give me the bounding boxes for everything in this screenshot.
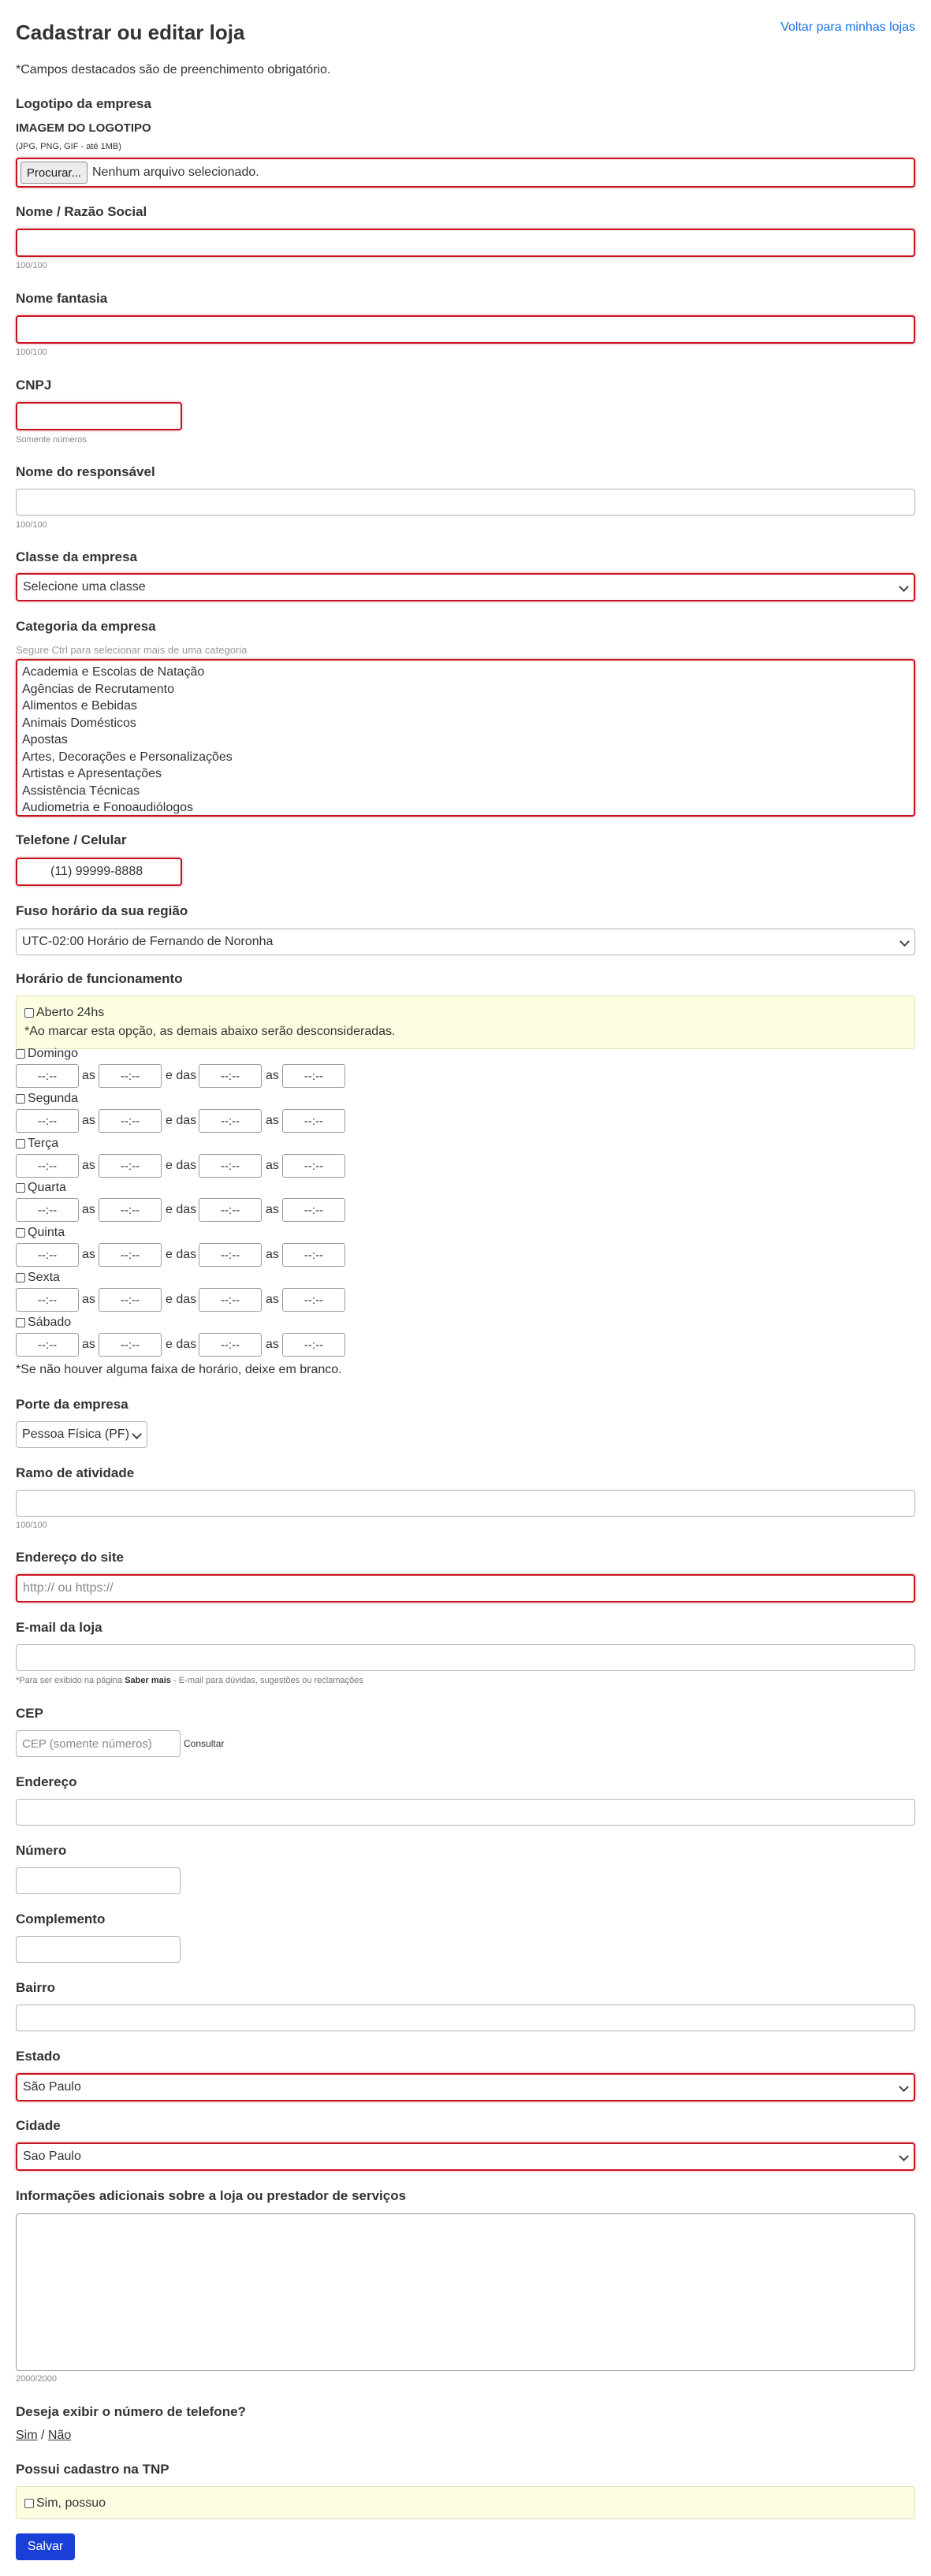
aberto-24h-checkbox[interactable] <box>24 1008 34 1018</box>
estado-select[interactable] <box>16 2073 915 2101</box>
exibir-telefone-nao-link[interactable]: Não <box>47 2429 72 2442</box>
cep-input[interactable] <box>16 1730 181 1757</box>
responsavel-label: Nome do responsável <box>16 464 155 479</box>
separator-e-das: e das <box>166 1248 197 1261</box>
separator-e-das: e das <box>166 1069 197 1082</box>
day-label: Sexta <box>28 1271 60 1284</box>
email-input[interactable] <box>16 1644 915 1671</box>
tnp-option-label: Sim, possuo <box>36 2496 106 2510</box>
time-input[interactable]: --:-- <box>282 1198 345 1222</box>
time-input[interactable]: --:-- <box>282 1243 345 1267</box>
day-checkbox[interactable] <box>16 1183 25 1193</box>
time-input[interactable]: --:-- <box>282 1288 345 1312</box>
chevron-down-icon <box>899 2151 909 2161</box>
time-input[interactable]: --:-- <box>16 1109 79 1133</box>
email-note-suffix: - E-mail para dúvidas, sugestões ou reclamações <box>170 1676 363 1685</box>
telefone-input[interactable]: (11) 99999-8888 <box>16 858 182 886</box>
chevron-down-icon <box>132 1429 142 1439</box>
categoria-hint: Segure Ctrl para selecionar mais de uma categoria <box>16 644 248 656</box>
time-input[interactable]: --:-- <box>99 1288 162 1312</box>
time-input[interactable]: --:-- <box>199 1288 262 1312</box>
cnpj-label: CNPJ <box>16 378 52 393</box>
time-input[interactable]: --:-- <box>99 1064 162 1088</box>
day-label: Terça <box>28 1137 59 1150</box>
exibir-telefone-sim-link[interactable]: Sim <box>16 2429 38 2442</box>
separator-as: as <box>82 1159 95 1172</box>
time-input[interactable]: --:-- <box>16 1333 79 1357</box>
email-note-prefix: *Para ser exibido na página <box>16 1676 125 1685</box>
info-label: Informações adicionais sobre a loja ou prestador de serviços <box>16 2188 407 2203</box>
ramo-counter: 100/100 <box>16 1521 47 1530</box>
time-input[interactable]: --:-- <box>282 1333 345 1357</box>
complemento-input[interactable] <box>16 1936 181 1963</box>
day-option[interactable] <box>16 1047 78 1061</box>
razao-social-label: Nome / Razão Social <box>16 204 147 219</box>
separator-e-das: e das <box>166 1203 197 1216</box>
nome-fantasia-counter: 100/100 <box>16 348 47 357</box>
classe-select[interactable] <box>16 573 915 601</box>
chevron-down-icon <box>899 2082 909 2092</box>
save-button[interactable]: Salvar <box>16 2533 75 2560</box>
day-checkbox[interactable] <box>16 1139 25 1148</box>
tnp-option[interactable] <box>24 2496 106 2511</box>
logo-section-label: Logotipo da empresa <box>16 96 151 111</box>
estado-label: Estado <box>16 2049 61 2064</box>
responsavel-counter: 100/100 <box>16 520 47 530</box>
fuso-selected-value: UTC-02:00 Horário de Fernando de Noronha <box>22 935 274 948</box>
day-option[interactable] <box>16 1092 78 1106</box>
aberto-24h-note: *Ao marcar esta opção, as demais abaixo serão desconsideradas. <box>24 1025 396 1038</box>
time-input[interactable]: --:-- <box>99 1243 162 1267</box>
info-textarea[interactable] <box>16 2213 915 2371</box>
categoria-label: Categoria da empresa <box>16 619 156 634</box>
ramo-label: Ramo de atividade <box>16 1465 135 1480</box>
separator-as: as <box>266 1338 279 1351</box>
categoria-multiselect[interactable] <box>16 659 915 817</box>
browse-button[interactable]: Procurar... <box>20 162 88 184</box>
aberto-24h-option[interactable] <box>24 1006 104 1020</box>
cidade-label: Cidade <box>16 2118 61 2133</box>
cep-lookup-link[interactable]: Consultar <box>184 1738 225 1749</box>
categoria-option[interactable]: Audiometria e Fonoaudiólogos <box>22 801 194 814</box>
separator-as: as <box>82 1114 95 1127</box>
site-placeholder: http:// ou https:// <box>23 1581 114 1595</box>
required-fields-note: *Campos destacados são de preenchimento obrigatório. <box>16 63 331 76</box>
page-title: Cadastrar ou editar loja <box>16 20 245 44</box>
numero-input[interactable] <box>16 1867 181 1894</box>
time-input[interactable]: --:-- <box>199 1198 262 1222</box>
categoria-option[interactable]: Animais Domésticos <box>22 716 136 730</box>
site-input[interactable] <box>16 1574 915 1603</box>
time-input[interactable]: --:-- <box>282 1064 345 1088</box>
day-option[interactable] <box>16 1316 71 1330</box>
cep-label: CEP <box>16 1706 43 1721</box>
time-input[interactable]: --:-- <box>199 1154 262 1178</box>
fuso-label: Fuso horário da sua região <box>16 903 188 918</box>
day-label: Quinta <box>28 1226 65 1239</box>
separator-as: as <box>266 1114 279 1127</box>
cep-placeholder: CEP (somente números) <box>22 1737 152 1751</box>
tnp-box <box>16 2486 915 2519</box>
time-input[interactable]: --:-- <box>16 1288 79 1312</box>
separator-as: as <box>266 1159 279 1172</box>
complemento-label: Complemento <box>16 1912 106 1926</box>
separator-e-das: e das <box>166 1293 197 1306</box>
time-input[interactable]: --:-- <box>199 1243 262 1267</box>
time-input[interactable]: --:-- <box>16 1198 79 1222</box>
back-to-my-stores-link[interactable]: Voltar para minhas lojas <box>780 20 915 34</box>
categoria-option[interactable]: Agências de Recrutamento <box>22 682 174 696</box>
telefone-label: Telefone / Celular <box>16 832 127 847</box>
ramo-input[interactable] <box>16 1490 915 1517</box>
chevron-down-icon <box>899 936 910 947</box>
time-input[interactable]: --:-- <box>99 1198 162 1222</box>
separator-e-das: e das <box>166 1159 197 1172</box>
categoria-option[interactable]: Alimentos e Bebidas <box>22 699 137 713</box>
time-input[interactable]: --:-- <box>99 1333 162 1357</box>
chevron-down-icon <box>899 582 909 592</box>
day-option[interactable] <box>16 1226 65 1240</box>
logo-formats-note: (JPG, PNG, GIF - até 1MB) <box>16 142 121 151</box>
day-checkbox[interactable] <box>16 1273 25 1282</box>
aberto-24h-label: Aberto 24hs <box>36 1006 105 1019</box>
exibir-telefone-options <box>16 2429 71 2443</box>
separator-as: as <box>82 1338 95 1351</box>
categoria-options <box>22 664 233 817</box>
endereco-label: Endereço <box>16 1774 77 1789</box>
porte-select[interactable] <box>16 1421 147 1448</box>
exibir-telefone-separator: / <box>41 2429 45 2442</box>
separator-as: as <box>82 1203 95 1216</box>
day-label: Sábado <box>28 1316 72 1329</box>
time-input[interactable]: --:-- <box>16 1154 79 1178</box>
categoria-option[interactable]: Academia e Escolas de Natação <box>22 665 205 679</box>
info-counter: 2000/2000 <box>16 2374 57 2384</box>
time-input[interactable]: --:-- <box>199 1109 262 1133</box>
time-input[interactable]: --:-- <box>99 1109 162 1133</box>
cnpj-hint: Somente números <box>16 435 87 445</box>
cidade-selected-value: Sao Paulo <box>23 2150 81 2163</box>
day-checkbox[interactable] <box>16 1318 25 1327</box>
tnp-label: Possui cadastro na TNP <box>16 2462 169 2477</box>
responsavel-input[interactable] <box>16 489 915 516</box>
separator-as: as <box>82 1293 95 1306</box>
email-label: E-mail da loja <box>16 1620 102 1635</box>
exibir-telefone-label: Deseja exibir o número de telefone? <box>16 2404 246 2419</box>
day-checkbox[interactable] <box>16 1094 25 1104</box>
tnp-checkbox[interactable] <box>24 2499 34 2508</box>
razao-social-input[interactable] <box>16 229 915 257</box>
numero-label: Número <box>16 1843 67 1858</box>
porte-label: Porte da empresa <box>16 1397 128 1412</box>
separator-as: as <box>266 1248 279 1261</box>
separator-as: as <box>266 1203 279 1216</box>
email-note-bold: Saber mais <box>125 1676 171 1685</box>
razao-social-counter: 100/100 <box>16 261 47 270</box>
time-input[interactable]: --:-- <box>16 1064 79 1088</box>
bairro-label: Bairro <box>16 1980 56 1995</box>
endereco-input[interactable] <box>16 1799 915 1826</box>
logo-image-label: IMAGEM DO LOGOTIPO <box>16 121 151 135</box>
day-option[interactable] <box>16 1271 60 1285</box>
categoria-option[interactable]: Assistência Técnicas <box>22 784 140 798</box>
classe-label: Classe da empresa <box>16 549 138 564</box>
horario-label: Horário de funcionamento <box>16 971 183 986</box>
logo-file-input[interactable] <box>16 158 915 188</box>
day-checkbox[interactable] <box>16 1049 25 1059</box>
separator-as: as <box>266 1293 279 1306</box>
aberto-24h-box <box>16 996 915 1049</box>
email-note <box>16 1676 363 1685</box>
classe-selected-value: Selecione uma classe <box>23 580 146 594</box>
time-input[interactable]: --:-- <box>282 1154 345 1178</box>
day-option[interactable] <box>16 1181 66 1195</box>
nome-fantasia-input[interactable] <box>16 315 915 344</box>
bairro-input[interactable] <box>16 2005 915 2031</box>
categoria-option[interactable]: Artes, Decorações e Personalizações <box>22 750 233 764</box>
time-input[interactable]: --:-- <box>199 1064 262 1088</box>
estado-selected-value: São Paulo <box>23 2080 81 2094</box>
separator-e-das: e das <box>166 1338 197 1351</box>
day-label: Segunda <box>28 1092 79 1105</box>
categoria-option[interactable]: Artistas e Apresentações <box>22 767 162 780</box>
separator-as: as <box>82 1248 95 1261</box>
horario-footnote: *Se não houver alguma faixa de horário, deixe em branco. <box>16 1363 342 1376</box>
day-label: Quarta <box>28 1181 66 1194</box>
time-input[interactable]: --:-- <box>99 1154 162 1178</box>
site-label: Endereço do site <box>16 1550 124 1565</box>
time-input[interactable]: --:-- <box>282 1109 345 1133</box>
porte-selected-value: Pessoa Física (PF) <box>22 1428 130 1441</box>
time-input[interactable]: --:-- <box>16 1243 79 1267</box>
day-option[interactable] <box>16 1137 58 1151</box>
cidade-select[interactable] <box>16 2142 915 2171</box>
separator-as: as <box>266 1069 279 1082</box>
separator-e-das: e das <box>166 1114 197 1127</box>
file-status-text: Nenhum arquivo selecionado. <box>92 166 259 179</box>
time-input[interactable]: --:-- <box>199 1333 262 1357</box>
fuso-select[interactable] <box>16 929 915 955</box>
cnpj-input[interactable] <box>16 402 182 430</box>
separator-as: as <box>82 1069 95 1082</box>
day-label: Domingo <box>28 1047 79 1060</box>
categoria-option[interactable]: Apostas <box>22 733 68 746</box>
day-checkbox[interactable] <box>16 1228 25 1238</box>
nome-fantasia-label: Nome fantasia <box>16 291 108 306</box>
